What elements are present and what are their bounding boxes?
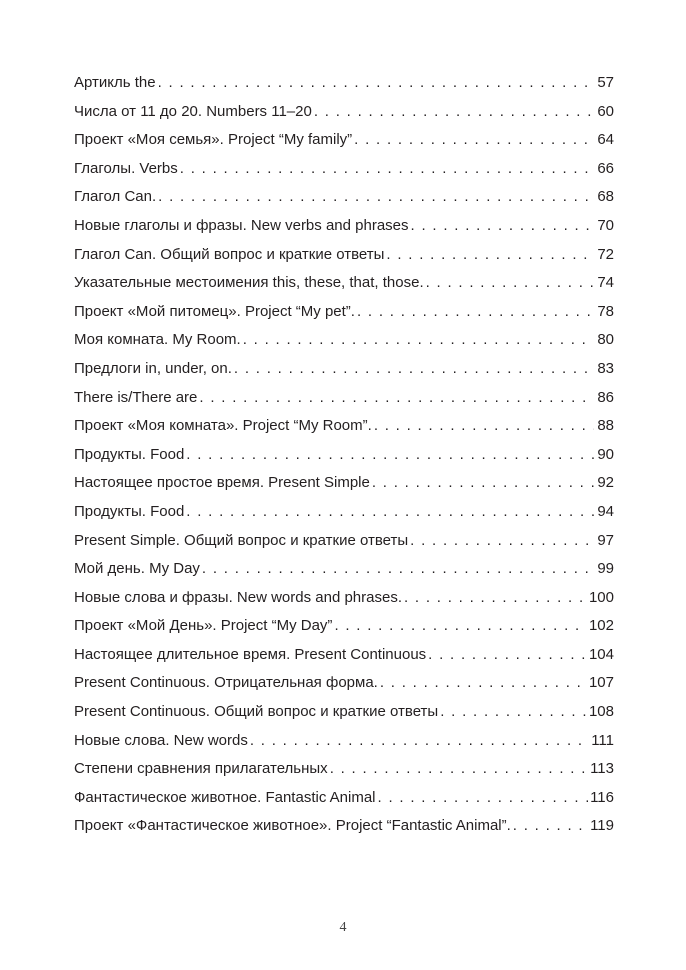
- toc-entry-title: Артикль the: [74, 74, 156, 91]
- toc-entry-title: Present Continuous. Отрицательная форма.: [74, 674, 378, 692]
- toc-entry-page: 119: [590, 817, 614, 835]
- toc-dot-leader: [334, 612, 587, 641]
- toc-entry-page: 78: [597, 302, 614, 320]
- toc-entry-title: Предлоги in, under, on.: [74, 359, 232, 377]
- toc-entry: [74, 98, 614, 127]
- toc-entry-title: Глагол Can. Общий вопрос и краткие ответы: [74, 245, 385, 263]
- toc-entry-page: 90: [597, 445, 614, 463]
- toc-entry: [74, 469, 614, 498]
- toc-entry-title: Новые глаголы и фразы. New verbs and phrases: [74, 216, 409, 234]
- toc-entry-page: 116: [590, 788, 614, 806]
- toc-entry-page: 86: [597, 388, 614, 406]
- toc-entry-page: 108: [588, 703, 614, 721]
- toc-entry-title: Present Simple. Общий вопрос и краткие ответы: [74, 531, 409, 549]
- toc-entry: [74, 241, 614, 270]
- toc-entry-page: 113: [590, 760, 614, 778]
- toc-entry: [74, 812, 614, 841]
- toc-dot-leader: [314, 98, 594, 127]
- toc-dot-leader: [186, 498, 594, 527]
- toc-dot-leader: [378, 784, 589, 813]
- toc-entry: [74, 126, 614, 155]
- toc-dot-leader: [426, 269, 594, 298]
- toc-dot-leader: [330, 755, 588, 784]
- toc-entry-page: 80: [597, 331, 614, 349]
- toc-dot-leader: [158, 69, 594, 98]
- toc-entry-page: 88: [597, 417, 614, 435]
- toc-entry: [74, 555, 614, 584]
- toc-entry-title: Проект «Мой День». Project “My Day”: [74, 617, 333, 635]
- toc-entry: [74, 698, 614, 727]
- toc-entry-title: Мой день. My Day: [74, 560, 200, 578]
- toc-dot-leader: [199, 384, 594, 413]
- toc-entry: [74, 669, 614, 698]
- toc-entry-page: 74: [597, 274, 614, 292]
- toc-entry: [74, 527, 614, 556]
- toc-entry-page: 83: [597, 359, 614, 377]
- toc-entry-page: 107: [588, 674, 614, 692]
- page-number: 4: [339, 920, 347, 935]
- toc-entry: [74, 298, 614, 327]
- toc-dot-leader: [180, 155, 594, 184]
- toc-entry: [74, 183, 614, 212]
- toc-entry-page: 104: [588, 645, 614, 663]
- toc-entry: [74, 212, 614, 241]
- toc-entry-title: Моя комната. My Room.: [74, 331, 241, 349]
- toc-entry-title: Проект «Моя семья». Project “My family”: [74, 131, 353, 149]
- toc-dot-leader: [372, 469, 594, 498]
- toc-dot-leader: [404, 584, 587, 613]
- toc-dot-leader: [411, 212, 594, 241]
- toc-entry-title: Фантастическое животное. Fantastic Animal: [74, 788, 376, 806]
- toc-entry-page: 92: [597, 474, 614, 492]
- toc-entry-page: 60: [597, 102, 614, 120]
- toc-entry: [74, 355, 614, 384]
- toc-entry-page: 100: [588, 588, 614, 606]
- toc-entry: [74, 612, 614, 641]
- toc-dot-leader: [158, 183, 594, 212]
- toc-dot-leader: [386, 241, 594, 270]
- toc-entry: [74, 727, 614, 756]
- toc-entry: [74, 498, 614, 527]
- toc-entry-title: There is/There are: [74, 388, 198, 406]
- toc-dot-leader: [410, 527, 594, 556]
- toc-entry-page: 94: [597, 502, 614, 520]
- toc-entry-title: Глаголы. Verbs: [74, 159, 178, 177]
- toc-dot-leader: [428, 641, 587, 670]
- toc-entry: [74, 155, 614, 184]
- toc-entry-page: 72: [597, 245, 614, 263]
- toc-entry-page: 97: [597, 531, 614, 549]
- toc-entry-title: Продукты. Food: [74, 502, 185, 520]
- toc-entry: [74, 441, 614, 470]
- toc-dot-leader: [202, 555, 594, 584]
- toc-entry: [74, 69, 614, 98]
- toc-entry-title: Новые слова и фразы. New words and phrases.: [74, 588, 402, 606]
- toc-entry-page: 68: [597, 188, 614, 206]
- toc-entry-page: 111: [591, 731, 614, 749]
- toc-entry-page: 57: [597, 74, 614, 91]
- toc-entry: [74, 412, 614, 441]
- toc-dot-leader: [243, 326, 594, 355]
- toc-dot-leader: [250, 727, 589, 756]
- toc-entry-title: Продукты. Food: [74, 445, 185, 463]
- toc-entry: [74, 784, 614, 813]
- toc-entry: [74, 584, 614, 613]
- toc-entry-page: 64: [597, 131, 614, 149]
- toc-entry-title: Степени сравнения прилагательных: [74, 760, 328, 778]
- toc-dot-leader: [380, 669, 587, 698]
- toc-dot-leader: [234, 355, 594, 384]
- toc-entry-page: 70: [597, 216, 614, 234]
- toc-entry-title: Глагол Can.: [74, 188, 157, 206]
- toc-entry: [74, 326, 614, 355]
- toc-dot-leader: [357, 298, 594, 327]
- toc-entry: [74, 755, 614, 784]
- toc-entry: [74, 384, 614, 413]
- toc-entry: [74, 269, 614, 298]
- toc-dot-leader: [374, 412, 594, 441]
- toc-entry-title: Настоящее простое время. Present Simple: [74, 474, 370, 492]
- toc-dot-leader: [440, 698, 587, 727]
- toc-dot-leader: [354, 126, 594, 155]
- toc-entry-page: 102: [588, 617, 614, 635]
- toc-entry-title: Указательные местоимения this, these, that, those.: [74, 274, 424, 292]
- toc-entry-title: Числа от 11 до 20. Numbers 11–20: [74, 102, 312, 120]
- toc-entry-page: 66: [597, 159, 614, 177]
- toc-dot-leader: [186, 441, 594, 470]
- toc-entry: [74, 641, 614, 670]
- toc-entry-title: Новые слова. New words: [74, 731, 248, 749]
- toc-entry-title: Настоящее длительное время. Present Continuous: [74, 645, 427, 663]
- toc-entry-title: Проект «Моя комната». Project “My Room”.: [74, 417, 372, 435]
- toc-dot-leader: [513, 812, 588, 841]
- toc-entry-title: Проект «Фантастическое животное». Project “Fantastic Animal”.: [74, 817, 511, 835]
- toc-entry-page: 99: [597, 560, 614, 578]
- table-of-contents: [74, 69, 614, 841]
- toc-entry-title: Present Continuous. Общий вопрос и краткие ответы: [74, 703, 439, 721]
- toc-entry-title: Проект «Мой питомец». Project “My pet”.: [74, 302, 355, 320]
